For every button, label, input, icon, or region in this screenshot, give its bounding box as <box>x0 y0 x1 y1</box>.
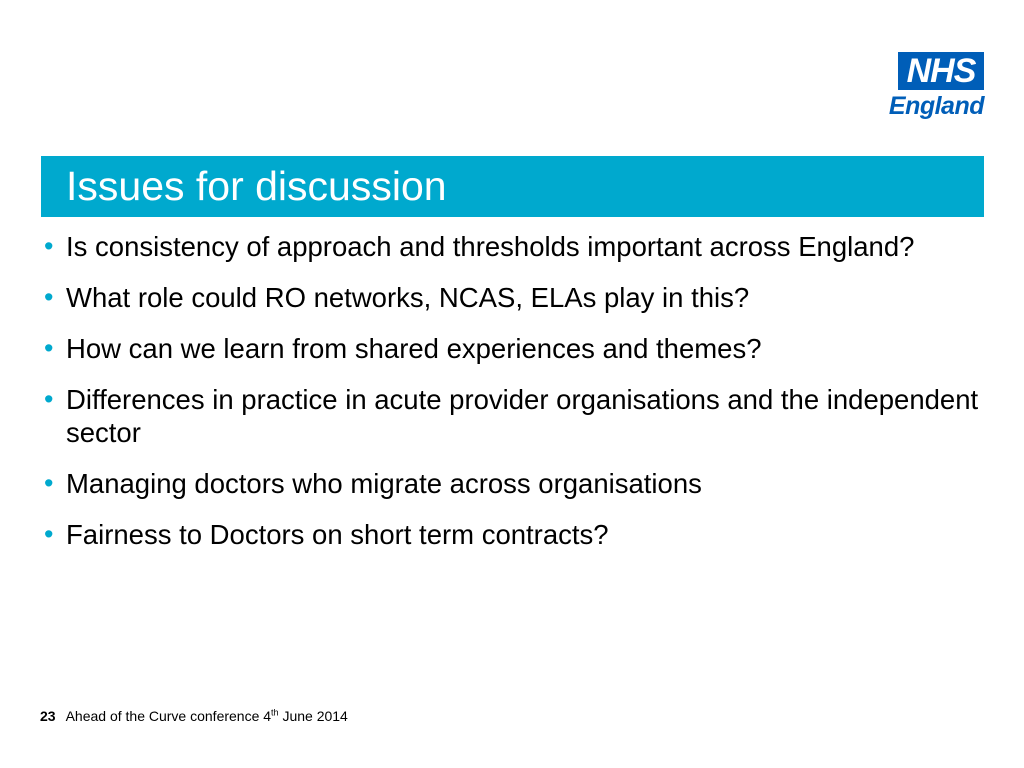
logo-region-text: England <box>888 92 984 120</box>
title-band <box>41 156 984 217</box>
bullet-list <box>42 230 982 569</box>
bullet-marker: • <box>44 282 54 312</box>
slide-number: 23 <box>40 708 56 724</box>
bullet-marker: • <box>44 519 54 549</box>
bullet-text: Is consistency of approach and thresholds important across England? <box>66 231 915 262</box>
nhs-england-logo <box>870 52 984 124</box>
bullet-item <box>42 281 982 314</box>
bullet-text: What role could RO networks, NCAS, ELAs play in this? <box>66 282 750 313</box>
footer-text: Ahead of the Curve conference 4 <box>65 708 272 724</box>
bullet-item <box>42 332 982 365</box>
bullet-item <box>42 518 982 551</box>
nhs-logo-text: NHS <box>906 52 976 90</box>
bullet-marker: • <box>44 468 54 498</box>
bullet-marker: • <box>44 384 54 414</box>
slide-title: Issues for discussion <box>66 163 447 209</box>
bullet-item <box>42 383 982 449</box>
footer-superscript: th <box>271 707 279 718</box>
bullet-text: How can we learn from shared experiences and themes? <box>66 333 762 364</box>
nhs-logo-box <box>898 52 984 90</box>
bullet-marker: • <box>44 333 54 363</box>
bullet-item <box>42 467 982 500</box>
bullet-item <box>42 230 982 263</box>
footer-text-end: June 2014 <box>278 708 348 724</box>
bullet-text: Differences in practice in acute provider organisations and the independent sector <box>66 384 979 448</box>
bullet-text: Managing doctors who migrate across organisations <box>66 468 702 499</box>
footer <box>40 707 348 725</box>
bullet-text: Fairness to Doctors on short term contracts? <box>66 519 609 550</box>
bullet-marker: • <box>44 231 54 261</box>
